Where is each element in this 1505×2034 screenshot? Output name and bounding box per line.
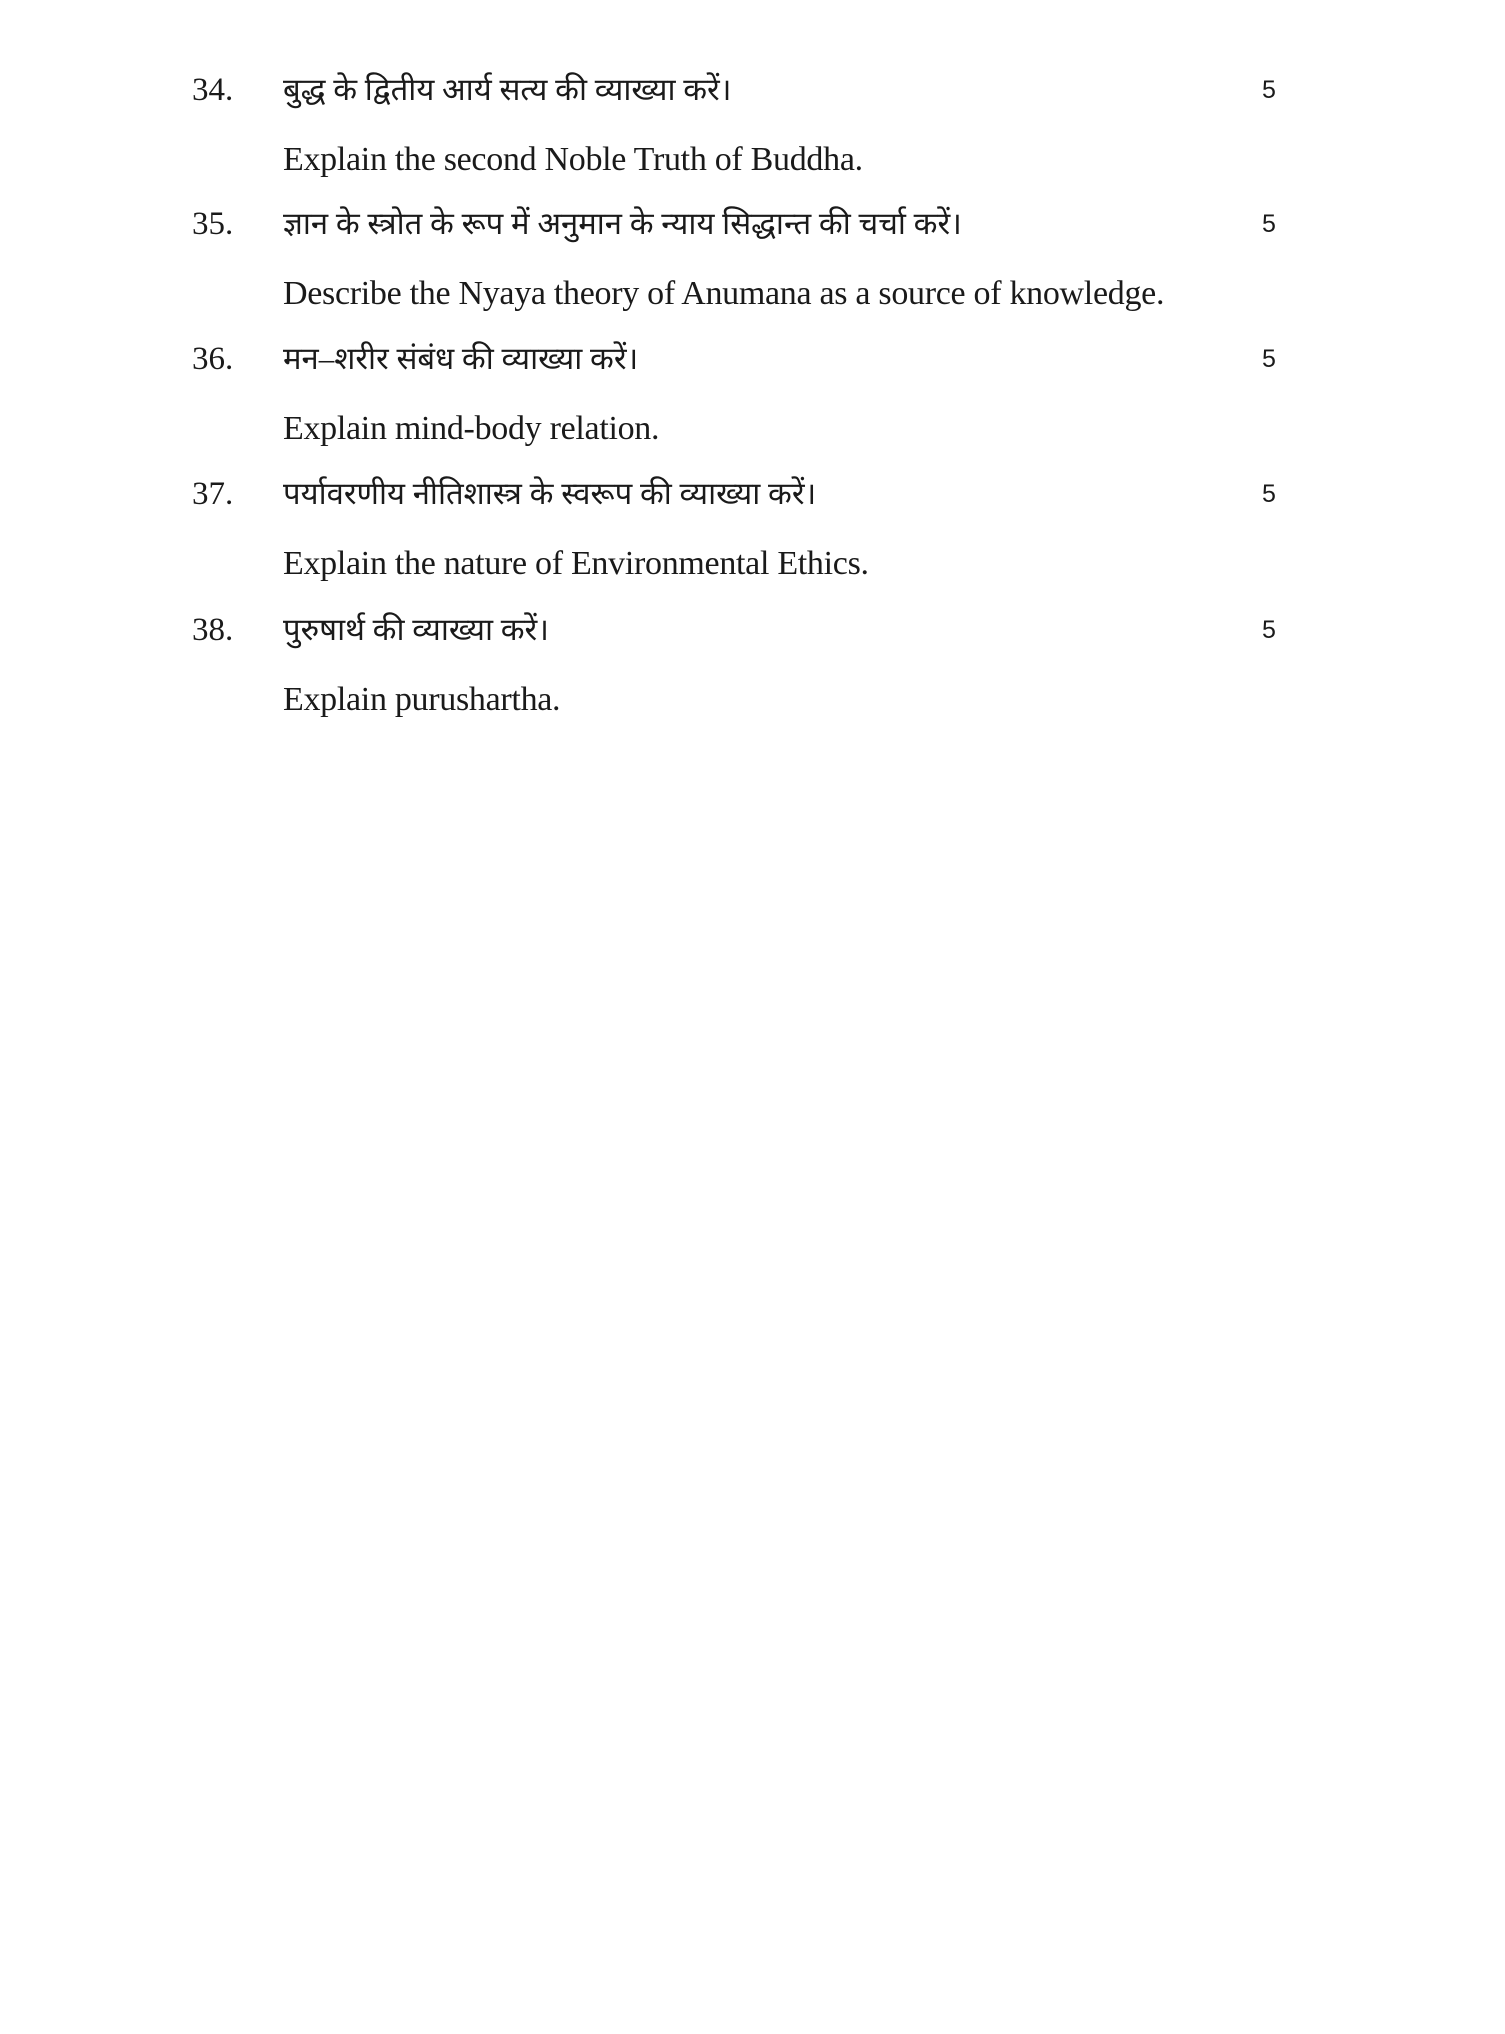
question-english: Explain purushartha. bbox=[283, 681, 561, 718]
question-english: Explain the nature of Environmental Ethics. bbox=[283, 545, 869, 582]
question-number: 36. bbox=[192, 341, 234, 377]
question-english: Explain the second Noble Truth of Buddha. bbox=[283, 141, 863, 178]
question-number: 35. bbox=[192, 206, 234, 242]
question-number: 37. bbox=[192, 476, 234, 512]
question-marks: 5 bbox=[1262, 210, 1276, 238]
question-hindi: मन–शरीर संबंध की व्याख्या करें। bbox=[283, 341, 639, 376]
question-marks: 5 bbox=[1262, 345, 1276, 373]
question-hindi: पुरुषार्थ की व्याख्या करें। bbox=[283, 612, 549, 647]
question-marks: 5 bbox=[1262, 616, 1276, 644]
question-hindi: पर्यावरणीय नीतिशास्त्र के स्वरूप की व्याख्या करें। bbox=[283, 476, 817, 511]
question-number: 38. bbox=[192, 612, 234, 648]
question-hindi: ज्ञान के स्त्रोत के रूप में अनुमान के न्याय सिद्धान्त की चर्चा करें। bbox=[283, 206, 962, 241]
question-number: 34. bbox=[192, 72, 234, 108]
question-english: Describe the Nyaya theory of Anumana as a source of knowledge. bbox=[283, 275, 1165, 312]
question-marks: 5 bbox=[1262, 76, 1276, 104]
question-english: Explain mind-body relation. bbox=[283, 410, 660, 447]
question-hindi: बुद्ध के द्वितीय आर्य सत्य की व्याख्या करें। bbox=[283, 72, 732, 107]
question-marks: 5 bbox=[1262, 480, 1276, 508]
